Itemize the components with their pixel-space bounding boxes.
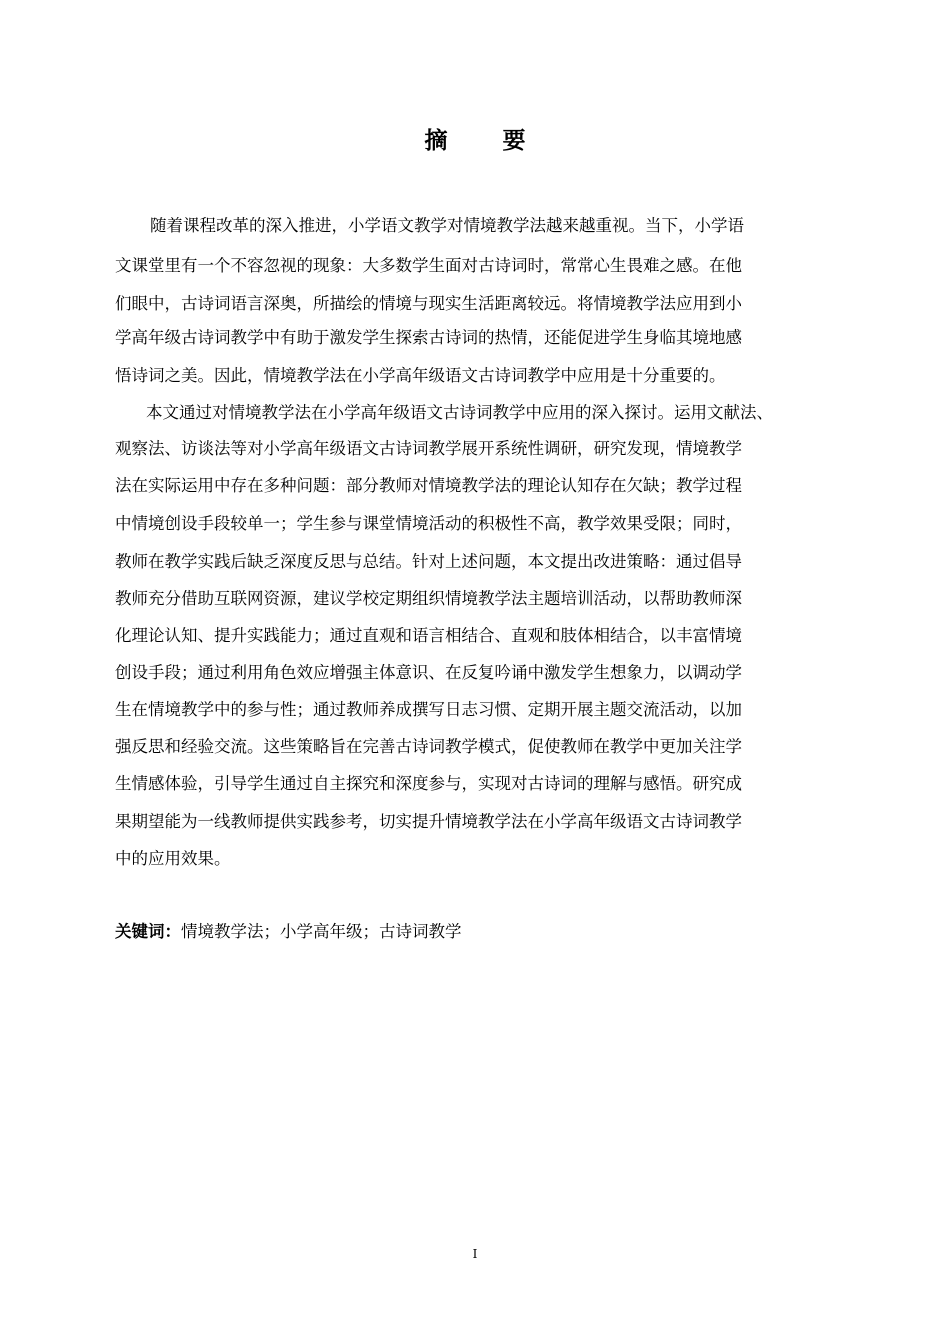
keywords-text: 情境教学法；小学高年级；古诗词教学 [181, 922, 462, 941]
paragraph-1-line: 悟诗词之美。因此，情境教学法在小学高年级语文古诗词教学中应用是十分重要的。 [115, 366, 726, 385]
paragraph-2-line: 生情感体验，引导学生通过自主探究和深度参与，实现对古诗词的理解与感悟。研究成 [115, 774, 742, 793]
paragraph-2-line: 教师在教学实践后缺乏深度反思与总结。针对上述问题，本文提出改进策略：通过倡导 [115, 552, 742, 571]
paragraph-2-line: 法在实际运用中存在多种问题：部分教师对情境教学法的理论认知存在欠缺；教学过程 [115, 476, 742, 495]
page-number: I [472, 1247, 478, 1261]
paragraph-1-line: 们眼中，古诗词语言深奥，所描绘的情境与现实生活距离较远。将情境教学法应用到小 [115, 294, 742, 313]
keywords-line [115, 920, 462, 944]
paragraph-2-line: 强反思和经验交流。这些策略旨在完善古诗词教学模式，促使教师在教学中更加关注学 [115, 737, 742, 756]
abstract-title: 摘 要 [424, 128, 542, 154]
paragraph-2-line: 教师充分借助互联网资源，建议学校定期组织情境教学法主题培训活动，以帮助教师深 [115, 589, 742, 608]
paragraph-1-line: 文课堂里有一个不容忽视的现象：大多数学生面对古诗词时，常常心生畏难之感。在他 [115, 256, 742, 275]
paragraph-2-line: 中情境创设手段较单一；学生参与课堂情境活动的积极性不高，教学效果受限；同时， [115, 514, 742, 533]
paragraph-1-line: 学高年级古诗词教学中有助于激发学生探索古诗词的热情，还能促进学生身临其境地感 [115, 328, 742, 347]
paragraph-2-line: 观察法、访谈法等对小学高年级语文古诗词教学展开系统性调研，研究发现，情境教学 [115, 439, 742, 458]
paragraph-2-line: 创设手段；通过利用角色效应增强主体意识、在反复吟诵中激发学生想象力，以调动学 [115, 663, 742, 682]
paragraph-1-line: 随着课程改革的深入推进，小学语文教学对情境教学法越来越重视。当下，小学语 [150, 216, 744, 235]
paragraph-2-line: 化理论认知、提升实践能力；通过直观和语言相结合、直观和肢体相结合，以丰富情境 [115, 626, 742, 645]
paragraph-2-line: 果期望能为一线教师提供实践参考，切实提升情境教学法在小学高年级语文古诗词教学 [115, 812, 742, 831]
paragraph-2-line: 本文通过对情境教学法在小学高年级语文古诗词教学中应用的深入探讨。运用文献法、 [146, 403, 773, 422]
paragraph-2-line: 中的应用效果。 [115, 849, 231, 868]
paragraph-2-line: 生在情境教学中的参与性；通过教师养成撰写日志习惯、定期开展主题交流活动，以加 [115, 700, 742, 719]
keywords-label: 关键词： [115, 922, 181, 941]
